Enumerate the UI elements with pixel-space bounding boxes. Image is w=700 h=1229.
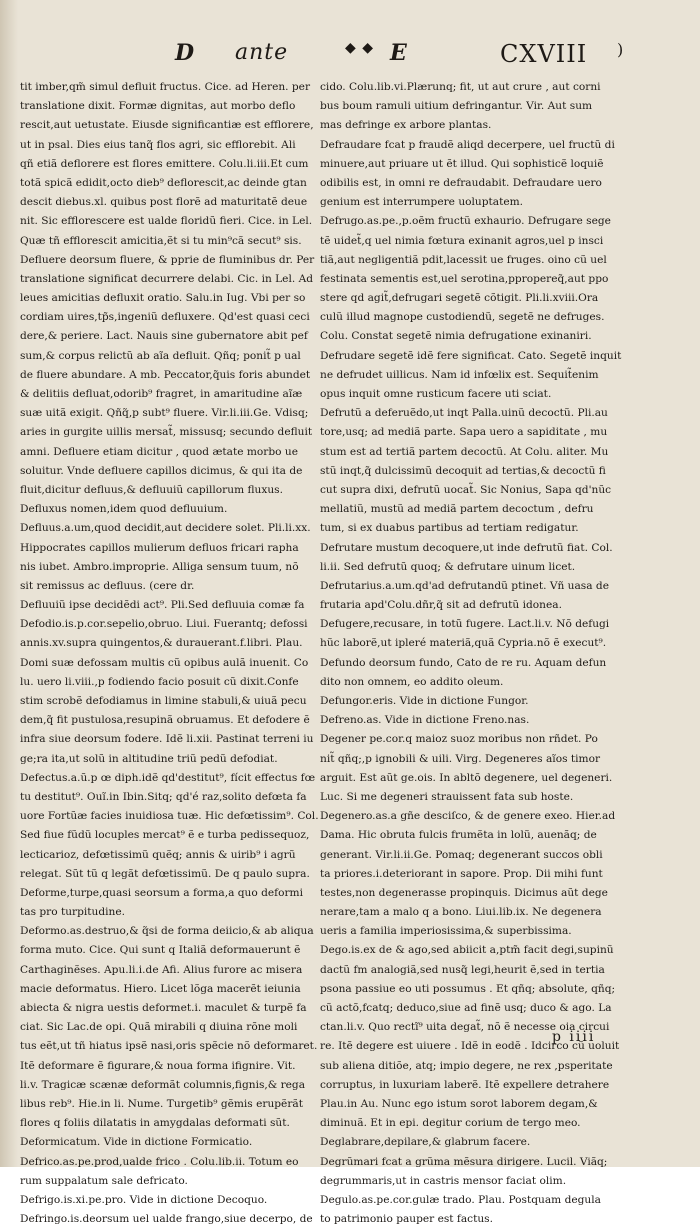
text-line: cido. Colu.lib.vi.Plærunq; fit, ut aut crure , aut corni <box>320 81 601 93</box>
text-line: culũ illud magnope custodiendũ, segetẽ ne defruges. <box>320 311 605 324</box>
text-line: diminuã. Et in epi. degitur corium de tergo meo. <box>320 1117 581 1130</box>
text-line: uore Fortũæ facies inuidiosa tuæ. Hic defœtissim⁹. Col. <box>20 810 319 823</box>
text-line: Defluus.a.um,quod decidit,aut decidere solet. Pli.li.xx. <box>20 522 311 535</box>
text-line: lu. uero li.viii.,p fodiendo facio posuit cũ dixit.Confe <box>20 675 299 688</box>
text-line: Deglabrare,depilare,& glabrum facere. <box>320 1136 531 1149</box>
text-line: dactũ fm analogiã,sed nusq̃ legi,heurit ẽ,sed in tertia <box>320 963 605 976</box>
text-line: Degulo.as.pe.cor.gulæ trado. Plau. Postquam degula <box>320 1193 601 1206</box>
text-line: corruptus, in luxuriam laberẽ. Itẽ expellere detrahere <box>320 1078 610 1091</box>
signature-mark: p iiii <box>552 1029 596 1045</box>
text-line: Defrudare segetẽ idẽ fere significat. Cato. Segetẽ inquit <box>320 349 622 362</box>
text-line: ne defrudet uillicus. Nam id infœlix est. Sequit̃enim <box>320 368 599 381</box>
text-line: flores q foliis dilatatis in amygdalas deformati sũt. <box>20 1117 290 1130</box>
left-text-column <box>20 78 319 1229</box>
text-line: Degrũmari fcat a grũma mẽsura dirigere. Lucil. Viãq; <box>320 1155 608 1168</box>
text-line: libus reb⁹. Hie.in li. Nume. Turgetib⁹ gẽmis erupẽrãt <box>20 1097 303 1110</box>
text-line: Defluere deorsum fluere, & pprie de fluminibus dr. Per <box>20 253 315 266</box>
text-line: forma muto. Cice. Qui sunt q Italiã deformauerunt ẽ <box>20 944 301 957</box>
text-line: Domi suæ defossam multis cũ opibus aulã inuenit. Co <box>20 656 309 669</box>
text-line: totã spicã edidit,octo dieb⁹ deflorescit,ac deinde gtan <box>20 176 307 189</box>
text-line: Degener pe.cor.q maioz suoz moribus non rñdet. Po <box>320 733 598 746</box>
text-line: Defrutare mustum decoquere,ut inde defrutũ fiat. Col. <box>320 541 613 554</box>
header-edge-mark: ) <box>617 40 625 59</box>
text-line: mas defringe ex arbore plantas. <box>320 119 492 132</box>
text-line: abiecta & nigra uestis deformet.i. maculet & turpẽ fa <box>20 1002 307 1014</box>
text-line: amni. Defluere etiam dicitur , quod ætate morbo ue <box>20 445 298 458</box>
text-line: Defugere,recusare, in totũ fugere. Lact.li.v. Nõ defugi <box>320 618 610 631</box>
text-line: nit̃ qñq;,p ignobili & uili. Virg. Degeneres aĩos timor <box>320 752 601 765</box>
text-line: dito non omnem, eo addito oleum. <box>320 675 504 688</box>
text-line: Degenero.as.a gñe desciſco, & de genere exeo. Hier.ad <box>320 810 616 823</box>
text-line: dem,q̃ fit pustulosa,resupinã obruamus. Et defodere ẽ <box>20 714 310 727</box>
text-line: Luc. Si me degeneri strauissent fata sub hoste. <box>320 790 574 803</box>
text-line: ueris a familia imperiosissima,& superbissima. <box>320 925 572 938</box>
text-line: sum,& corpus relictũ ab aĩa defluit. Qñq; ponit̃ p ual <box>20 349 301 362</box>
text-line: tit imber,qm̃ simul defluit fructus. Cice. ad Heren. per <box>20 81 311 93</box>
running-header <box>175 40 625 74</box>
text-line: li.v. Tragicæ scænæ deformãt columnis,fignis,& rega <box>20 1078 306 1091</box>
text-line: cut supra dixi, defrutũ uocat̃. Sic Nonius, Sapa qd'nũc <box>320 483 612 496</box>
text-line: sit remissus ac defluus. (cere dr. <box>20 579 195 592</box>
text-line: tas pro turpitudine. <box>20 906 125 919</box>
right-text-column <box>320 78 622 1229</box>
text-line: stũ inqt,q̃ dulcissimũ decoquit ad tertias,& decoctũ fi <box>320 464 606 477</box>
text-line: ut in psal. Dies eius tanq̃ flos agri, sic efflorebit. Ali <box>20 138 296 151</box>
text-line: annis.xv.supra quingentos,& durauerant.f.libri. Plau. <box>20 637 303 650</box>
text-line: relegat. Sũt tũ q legãt defœtissimũ. De q paulo supra. <box>20 867 310 880</box>
text-line: tu destitut⁹. Ouĩ.in Ibin.Sitq; qd'é raz,solito defœta fa <box>20 790 307 803</box>
header-ornament: ◆ ◆ <box>345 40 374 56</box>
text-line: generant. Vir.li.ii.Ge. Pomaq; degenerant succos obli <box>320 848 603 861</box>
text-line: psona passiue eo uti possumus . Et qñq; absolute, qñq; <box>320 982 616 995</box>
text-line: to patrimonio pauper est factus. <box>320 1213 493 1226</box>
text-line: Defrigo.is.xi.pe.pro. Vide in dictione Decoquo. <box>20 1193 268 1206</box>
text-line: tum, si ex duabus partibus ad tertiam redigatur. <box>320 522 579 535</box>
text-line: Defrugo.as.pe.,p.oẽm fructũ exhaurio. Defrugare sege <box>320 215 611 228</box>
text-line: infra siue deorsum fodere. Idẽ li.xii. Pastinat terreni iu <box>20 733 314 746</box>
text-line: Deformo.as.destruo,& q̃si de forma deiicio,& ab aliqua <box>20 925 314 938</box>
folio-number: CXVIII <box>500 40 588 68</box>
text-line: cũ actõ,fcatq; deduco,siue ad finẽ usq; duco & ago. La <box>320 1002 612 1014</box>
text-line: opus inquit omne rusticum facere uti sciat. <box>320 388 552 400</box>
text-line: Defluxus nomen,idem quod defluuium. <box>20 503 228 516</box>
text-line: nit. Sic efflorescere est ualde floridũ fieri. Cice. in Lel. <box>20 215 313 228</box>
header-signature-right: E <box>390 40 408 66</box>
text-line: Defungor.eris. Vide in dictione Fungor. <box>320 695 529 707</box>
text-line: Quæ tñ efflorescit amicitia,ẽt si tu min⁹cã secut⁹ sis. <box>20 234 302 247</box>
text-line: bus boum ramuli uitium defringantur. Vir. Aut sum <box>320 100 593 113</box>
text-line: testes,non degenerasse propinquis. Dicimus aũt dege <box>320 886 608 899</box>
text-line: Defrico.as.pe.prod,ualde frico . Colu.lib.ii. Totum eo <box>20 1155 299 1168</box>
text-line: ctan.li.v. Quo rectĩ⁹ uita degat̃, nõ ẽ necesse oia circui <box>320 1021 610 1034</box>
text-line: Hippocrates capillos mulierum defluos fricari rapha <box>20 541 299 554</box>
text-line: tiã,aut negligentiã pdit,lacessit ue fruges. oino cũ uel <box>320 253 607 266</box>
text-line: degrummaris,ut in castris mensor faciat olim. <box>320 1174 567 1187</box>
text-line: translatione dixit. Formæ dignitas, aut morbo deflo <box>20 100 296 113</box>
text-line: Dama. Hic obruta fulcis frumẽta in lolũ, auenãq; de <box>320 829 597 842</box>
text-line: Plau.in Au. Nunc ego istum sorot laborem degam,& <box>320 1097 598 1110</box>
text-line: Defraudare fcat p fraudẽ aliqd decerpere, uel fructũ di <box>320 138 615 151</box>
text-line: ciat. Sic Lac.de opi. Quã mirabili q diuina rõne moli <box>20 1021 298 1034</box>
text-line: nis iubet. Ambro.improprie. Alliga sensum tuum, nõ <box>20 560 299 573</box>
text-line: Defodio.is.p.cor.sepelio,obruo. Liui. Fuerantq; defossi <box>20 618 308 631</box>
text-line: rescit,aut uetustate. Eiusde significantiæ est efflorere, <box>20 119 314 132</box>
page-binding-shadow <box>0 0 18 1167</box>
text-line: Defrutarius.a.um.qd'ad defrutandũ ptinet. Vñ uasa de <box>320 579 609 592</box>
text-line: ta priores.i.deteriorant in sapore. Prop. Dii mihi funt <box>320 867 603 880</box>
text-line: Carthaginẽses. Apu.li.i.de Afi. Alius furore ac misera <box>20 963 303 976</box>
text-line: re. Itẽ degere est uiuere . Idẽ in eodẽ . Idcirco cũ uoluit <box>320 1040 620 1053</box>
text-line: Defundo deorsum fundo, Cato de re ru. Aquam defun <box>320 656 607 669</box>
text-line: Deforme,turpe,quasi seorsum a forma,a quo deformi <box>20 886 303 899</box>
text-line: qñ etiã deflorere est flores emittere. Colu.li.iii.Et cum <box>20 157 309 170</box>
text-line: odibilis est, in omni re defraudabit. Defraudare uero <box>320 176 602 189</box>
text-line: descit diebus.xl. quibus post florẽ ad maturitatẽ deue <box>20 196 308 209</box>
text-line: li.ii. Sed defrutũ quoq; & defrutare uinum licet. <box>320 560 576 573</box>
text-line: tore,usq; ad mediã parte. Sapa uero a sapiditate , mu <box>320 426 608 439</box>
text-line: leues amicitias defluxit oratio. Salu.in Iug. Vbi per so <box>20 292 306 305</box>
text-line: & delitiis defluat,odorib⁹ fragret, in amaritudine aĩæ <box>20 388 303 400</box>
text-line: Defectus.a.ũ.p œ diph.idẽ qd'destitut⁹, fícit effectus fœ <box>20 771 316 784</box>
text-line: macie deformatus. Hiero. Licet lõga macerẽt ieiunia <box>20 982 301 995</box>
text-line: aries in gurgite uillis mersat̃, missusq; secundo defluit <box>20 426 313 439</box>
text-line: stere qd agit̃,defrugari segetẽ cõtigit. Pli.li.xviii.Ora <box>320 292 599 305</box>
text-line: de fluere abundare. A mb. Peccator,q̃uis foris abundet <box>20 368 311 381</box>
text-line: hũc laborẽ,ut ipleré materiã,quã Cypria.nõ ẽ execut⁹. <box>320 637 607 650</box>
text-line: Defrutũ a deferuẽdo,ut inqt Palla.uinũ decoctũ. Pli.au <box>320 407 608 420</box>
text-line: Sed fiue fũdũ locuples mercat⁹ ẽ e turba pedissequoz, <box>20 829 310 842</box>
text-line: cordiam uires,tp̃s,ingeniũ defluxere. Qd'est quasi ceci <box>20 311 310 324</box>
text-line: ge;ra ita,ut solũ in altitudine triũ pedũ defodiat. <box>20 752 278 765</box>
text-line: translatione significat decurrere delabi. Cic. in Lel. Ad <box>20 272 314 285</box>
text-line: stim scrobẽ defodiamus in limine stabuli,& uiuã pecu <box>20 695 307 707</box>
text-line: tẽ uidet̃,q uel nimia fœtura exinanit agros,uel p insci <box>320 234 604 247</box>
text-line: stum est ad tertiã partem decoctũ. At Colu. aliter. Mu <box>320 445 609 458</box>
text-line: genium est interrumpere uoluptatem. <box>320 196 524 209</box>
text-line: lecticarioz, defœtissimũ quẽq; annis & uirib⁹ i agrũ <box>20 848 296 861</box>
text-line: rum suppalatum sale defricato. <box>20 1174 188 1187</box>
text-line: dere,& periere. Lact. Nauis sine gubernatore abit pef <box>20 330 308 343</box>
text-line: Defluuiũ ipse decidẽdi act⁹. Pli.Sed defluuia comæ fa <box>20 599 305 612</box>
text-line: Defringo.is.deorsum uel ualde frango,siue decerpo, de <box>20 1213 313 1226</box>
text-line: minuere,aut priuare ut ẽt illud. Qui sophisticẽ loquiẽ <box>320 157 604 170</box>
text-line: Dego.is.ex de & ago,sed abiicit a,ptm̃ facit degi,supinũ <box>320 944 614 957</box>
header-word: ante <box>235 40 289 65</box>
text-line: Deformicatum. Vide in dictione Formicatio. <box>20 1136 253 1149</box>
text-line: nerare,tam a malo q a bono. Liui.lib.ix. Ne degenera <box>320 906 602 919</box>
text-line: frutaria apd'Colu.dñr,q̃ sit ad defrutũ idonea. <box>320 599 562 612</box>
header-signature-left: D <box>175 40 196 66</box>
text-line: suæ uitã exigit. Qñq̃,p subt⁹ fluere. Vir.li.iii.Ge. Vdisq; <box>20 407 309 420</box>
text-line: mellatiũ, mustũ ad mediã partem decoctum , defru <box>320 503 594 516</box>
text-line: fluit,dicitur defluus,& defluuiũ capillorum fluxus. <box>20 483 283 496</box>
text-line: sub aliena ditiõe, atq; impio degere, ne rex ,psperitate <box>320 1059 613 1072</box>
text-line: Colu. Constat segetẽ nimia defrugatione exinaniri. <box>320 330 592 343</box>
text-line: arguit. Est aũt ge.ois. In abltõ degenere, uel degeneri. <box>320 771 613 784</box>
text-line: Itẽ deformare ẽ figurare,& noua forma ifignire. Vit. <box>20 1059 296 1072</box>
text-line: Defreno.as. Vide in dictione Freno.nas. <box>320 714 530 727</box>
text-line: festinata sementis est,uel serotina,ppropereq̃,aut ppo <box>320 272 609 285</box>
text-line: tus eẽt,ut tñ hiatus ipsẽ nasi,oris spẽcie nõ deformaret. <box>20 1040 318 1053</box>
text-line: soluitur. Vnde defluere capillos dicimus, & qui ita de <box>20 464 303 477</box>
